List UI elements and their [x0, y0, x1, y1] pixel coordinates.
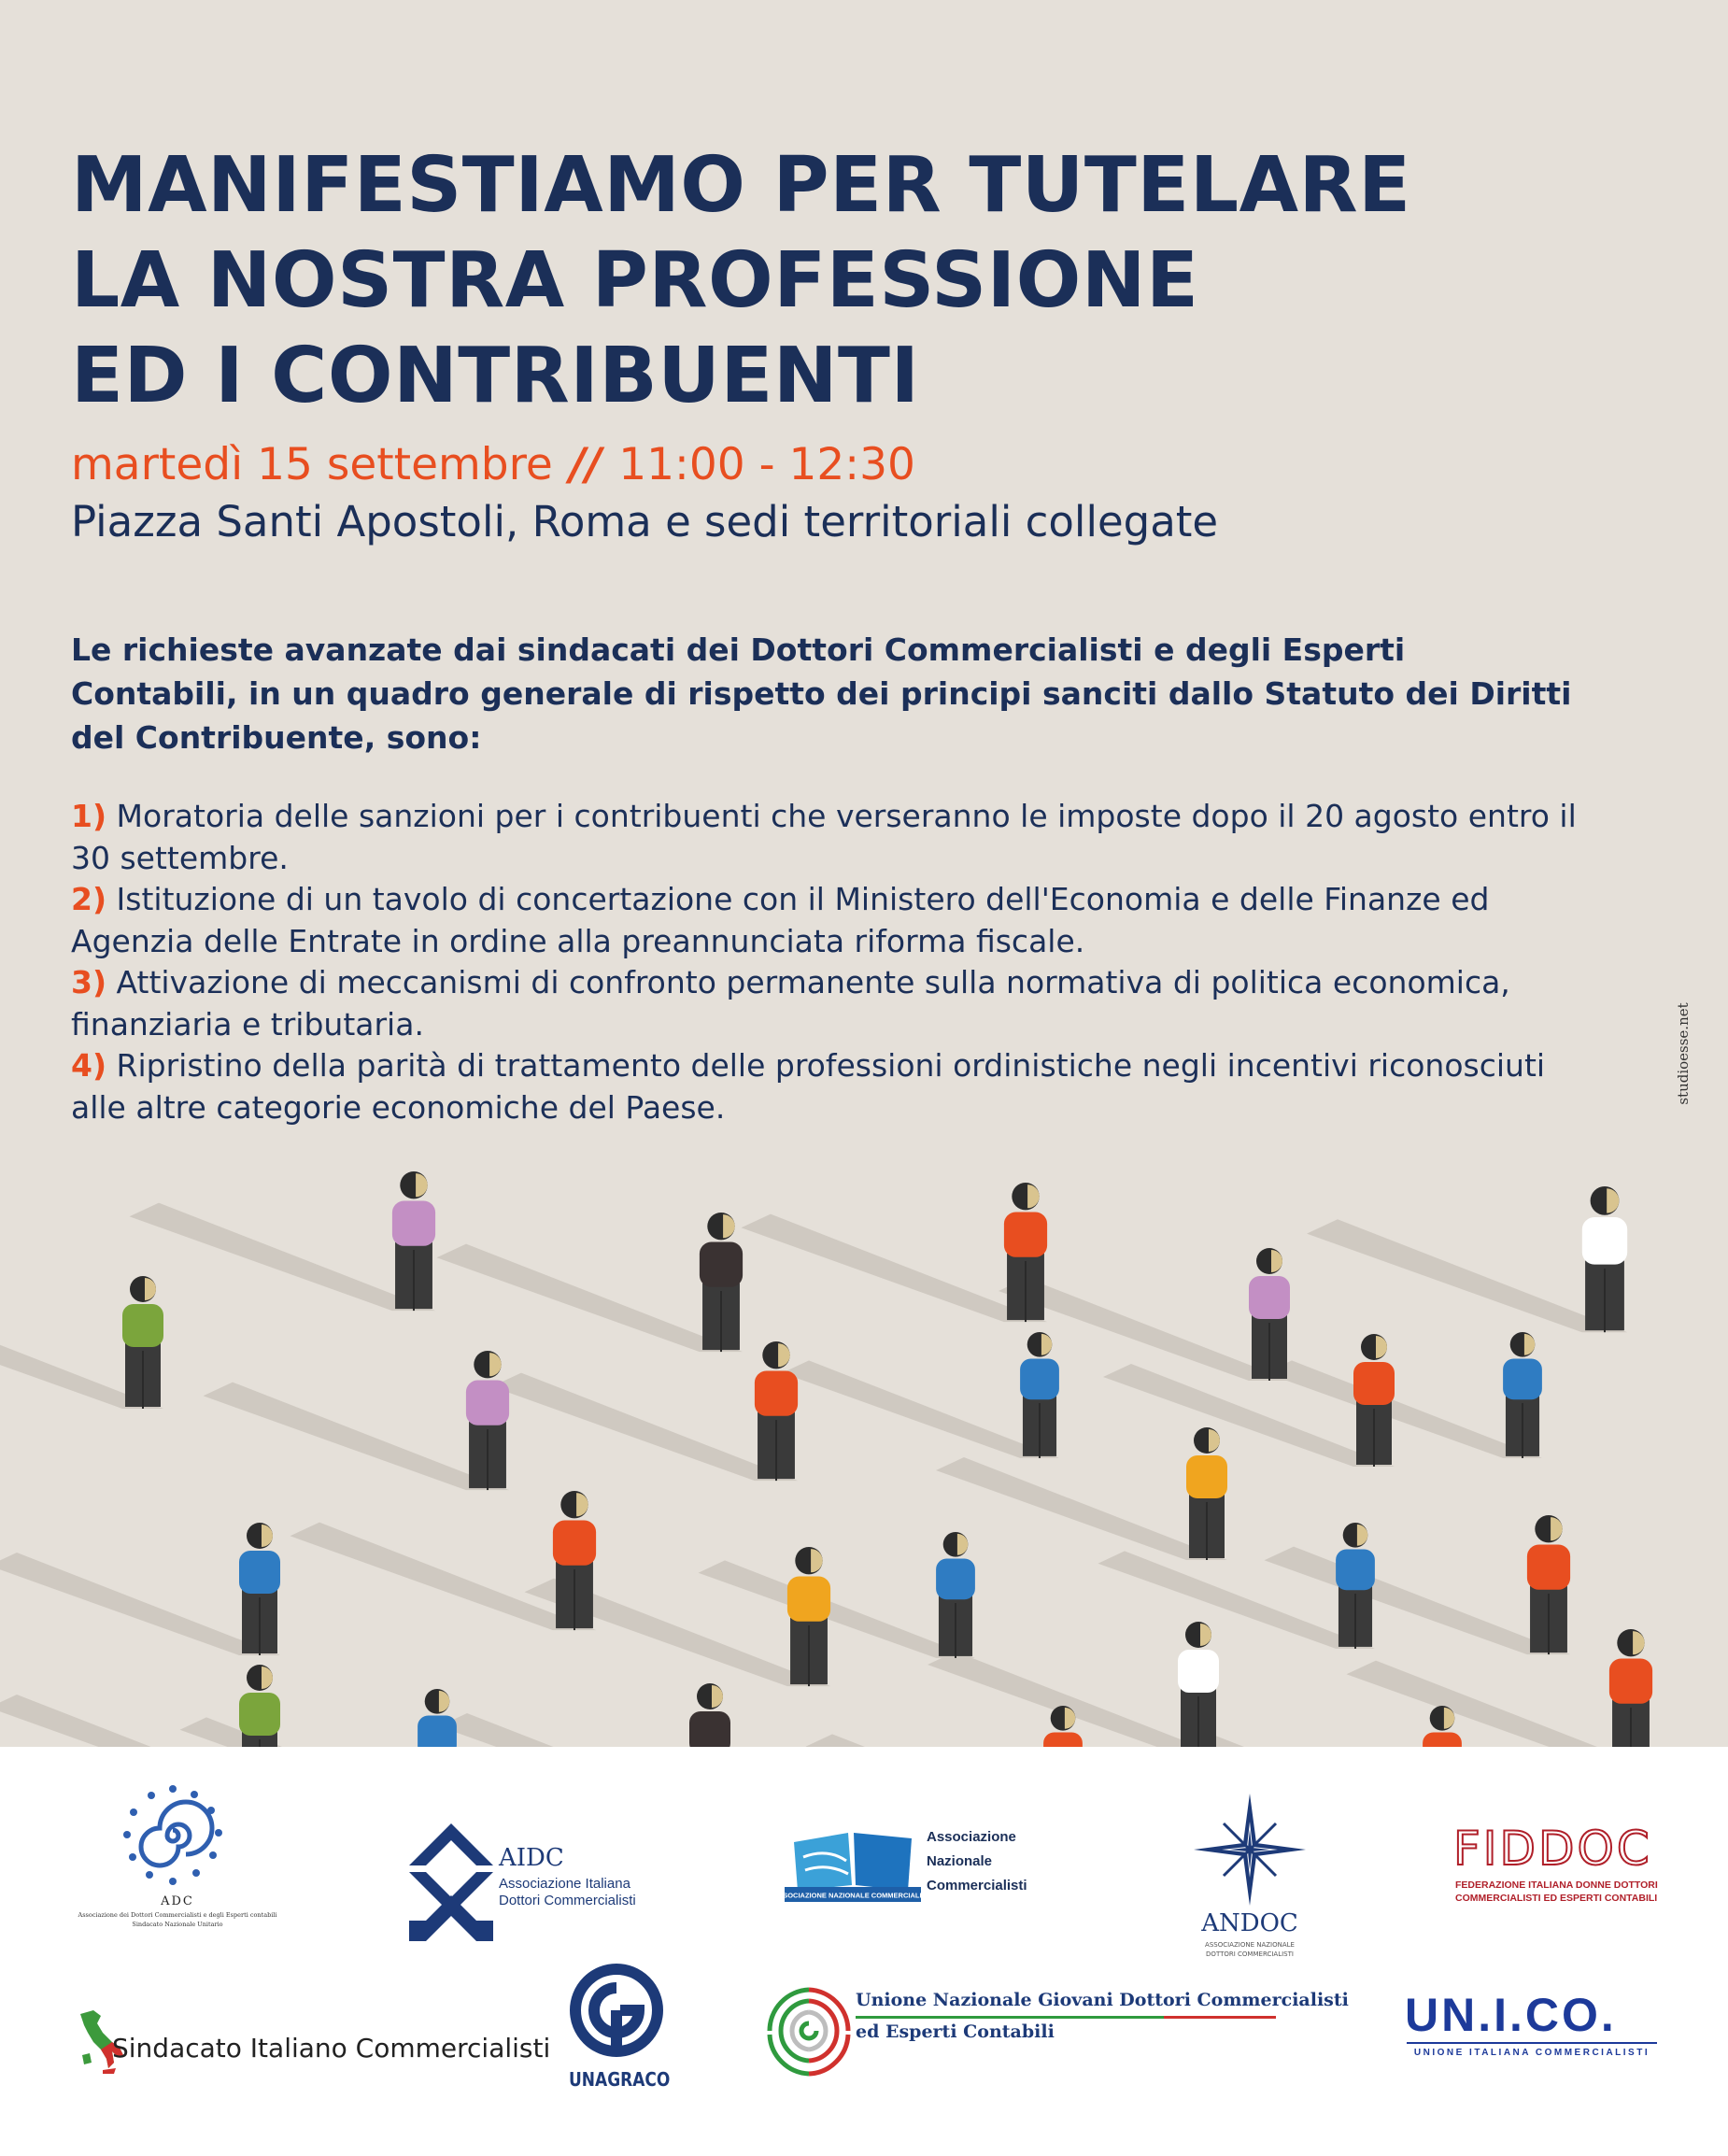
- figure-shadow: [783, 1360, 1059, 1458]
- unico-underline: [1407, 2042, 1657, 2044]
- person-figure: [466, 1351, 509, 1490]
- adc-line-1: Associazione dei Dottori Commercialisti e degli Esperti contabili: [78, 1911, 277, 1919]
- headline-line-1: MANIFESTIAMO PER TUTELARE: [71, 141, 1411, 230]
- ungdcec-divider: [856, 2016, 1164, 2019]
- demand-item: [71, 796, 1584, 879]
- person-figure: [755, 1341, 798, 1481]
- event-date-time: [71, 439, 915, 490]
- person-figure: [1336, 1523, 1375, 1649]
- figure-shadow: [0, 1553, 280, 1655]
- aidc-name: AIDC: [499, 1844, 564, 1872]
- ungdcec-line-2: ed Esperti Contabili: [856, 2021, 1055, 2042]
- demand-number: 1): [71, 798, 107, 834]
- designer-credit-text: studioesse.net: [1675, 1002, 1692, 1105]
- headline: [71, 138, 1411, 424]
- demands-intro: Le richieste avanzate dai sindacati dei Dottori Commercialisti e degli Esperti Contabili, in un quadro generale di rispetto dei principi sanciti dallo Statuto dei Diritti del Contribuente, sono:: [71, 631, 1572, 756]
- anc-banner-text: ASSOCIAZIONE NAZIONALE COMMERCIALISTI: [772, 1891, 933, 1900]
- person-figure: [700, 1213, 743, 1352]
- adc-name: ADC: [161, 1894, 194, 1908]
- logo-sic: [75, 2008, 551, 2083]
- compass-star-icon: [1194, 1794, 1306, 1906]
- aidc-line-2: Dottori Commercialisti: [499, 1893, 636, 1908]
- demand-text: Istituzione di un tavolo di concertazione con il Ministero dell'Economia e delle Finanze ed Agenzia delle Entrate in ordine alla preannunciata riforma fiscale.: [71, 881, 1490, 959]
- date-time-separator: //: [569, 439, 602, 490]
- logo-aidc: [409, 1823, 671, 1945]
- andoc-name: ANDOC: [1201, 1909, 1298, 1937]
- demand-number: 4): [71, 1047, 107, 1084]
- demand-number: 2): [71, 881, 107, 917]
- ungdcec-divider-red: [1164, 2016, 1276, 2019]
- demand-text: Attivazione di meccanismi di confronto permanente sulla normativa di politica economica, finanziaria e tributaria.: [71, 964, 1510, 1043]
- figure-shadow: [492, 1373, 799, 1482]
- demand-item: [71, 962, 1584, 1045]
- anc-line-3: Commercialisti: [927, 1878, 1027, 1894]
- sic-name: Sindacato Italiano Commercialisti: [112, 2033, 551, 2064]
- logo-anc: [772, 1829, 1055, 1932]
- ring-g-icon: [568, 1962, 665, 2059]
- anc-line-1: Associazione: [927, 1829, 1016, 1845]
- andoc-line-1: ASSOCIAZIONE NAZIONALE: [1205, 1941, 1295, 1949]
- headline-line-3: ED I CONTRIBUENTI: [71, 332, 920, 420]
- fiddoc-line-1: FEDERAZIONE ITALIANA DONNE DOTTORI: [1455, 1879, 1658, 1891]
- figure-shadow: [290, 1523, 597, 1631]
- spiral-dots-icon: [121, 1784, 224, 1887]
- person-figure: [1503, 1332, 1542, 1458]
- adc-line-2: Sindacato Nazionale Unitario: [132, 1921, 223, 1928]
- aidc-line-1: Associazione Italiana: [499, 1876, 630, 1892]
- person-figure: [1527, 1515, 1570, 1654]
- partner-logos-bar: [0, 1747, 1728, 2156]
- figure-shadow: [204, 1383, 510, 1491]
- person-figure: [239, 1523, 280, 1655]
- person-figure: [936, 1532, 975, 1658]
- headline-line-2: LA NOSTRA PROFESSIONE: [71, 236, 1199, 325]
- person-figure: [392, 1171, 435, 1311]
- logo-adc: [75, 1784, 280, 1934]
- unico-name: UN.I.CO.: [1405, 1989, 1617, 2041]
- person-figure: [1186, 1427, 1227, 1560]
- fiddoc-line-2: COMMERCIALISTI ED ESPERTI CONTABILI: [1455, 1893, 1658, 1904]
- logo-unagraco: [560, 1962, 673, 2102]
- figure-shadow: [936, 1457, 1227, 1560]
- chevron-x-icon: [409, 1823, 493, 1941]
- unico-subtitle: UNIONE ITALIANA COMMERCIALISTI: [1413, 2048, 1650, 2058]
- demand-text: Ripristino della parità di trattamento delle professioni ordinistiche negli incentivi riconosciuti alle altre categorie economiche del Paese.: [71, 1047, 1546, 1126]
- figure-shadow: [699, 1560, 975, 1658]
- demands-list: [71, 796, 1584, 1128]
- person-figure: [553, 1491, 596, 1630]
- unagraco-name: UNAGRACO: [569, 2068, 671, 2091]
- tricolor-fingerprint-icon: [762, 1982, 856, 2081]
- person-figure: [1249, 1248, 1290, 1381]
- designer-credit: [1672, 979, 1694, 1128]
- figure-shadow: [130, 1203, 436, 1312]
- logo-ungdcec: [762, 1982, 1349, 2094]
- anc-line-2: Nazionale: [927, 1853, 993, 1869]
- person-figure: [1353, 1334, 1395, 1467]
- demand-item: [71, 1045, 1584, 1128]
- demand-number: 3): [71, 964, 107, 1000]
- demand-text: Moratoria delle sanzioni per i contribuenti che verseranno le imposte dopo il 20 agosto entro il 30 settembre.: [71, 798, 1577, 876]
- logo-andoc: [1184, 1794, 1315, 1962]
- figure-shadow: [1307, 1219, 1627, 1332]
- fiddoc-name: FIDDOC: [1453, 1822, 1652, 1876]
- andoc-line-2: DOTTORI COMMERCIALISTI: [1206, 1950, 1294, 1958]
- person-figure: [1582, 1186, 1627, 1332]
- logo-fiddoc: [1450, 1822, 1658, 1915]
- figure-shadow: [437, 1244, 744, 1353]
- figure-shadow: [742, 1214, 1048, 1323]
- demand-item: [71, 879, 1584, 962]
- person-figure: [122, 1276, 163, 1409]
- person-figure: [1004, 1183, 1047, 1322]
- logo-unico: [1401, 1988, 1681, 2072]
- crowd-illustration: [0, 1149, 1728, 1747]
- event-time: 11:00 - 12:30: [618, 439, 915, 490]
- event-date: martedì 15 settembre: [71, 439, 553, 490]
- person-figure: [787, 1547, 830, 1686]
- person-figure: [1020, 1332, 1059, 1458]
- ungdcec-line-1: Unione Nazionale Giovani Dottori Commercialisti: [856, 1990, 1349, 2010]
- event-location: Piazza Santi Apostoli, Roma e sedi territoriali collegate: [71, 497, 1219, 546]
- open-book-icon: [772, 1829, 933, 1904]
- person-figure: [1178, 1622, 1219, 1754]
